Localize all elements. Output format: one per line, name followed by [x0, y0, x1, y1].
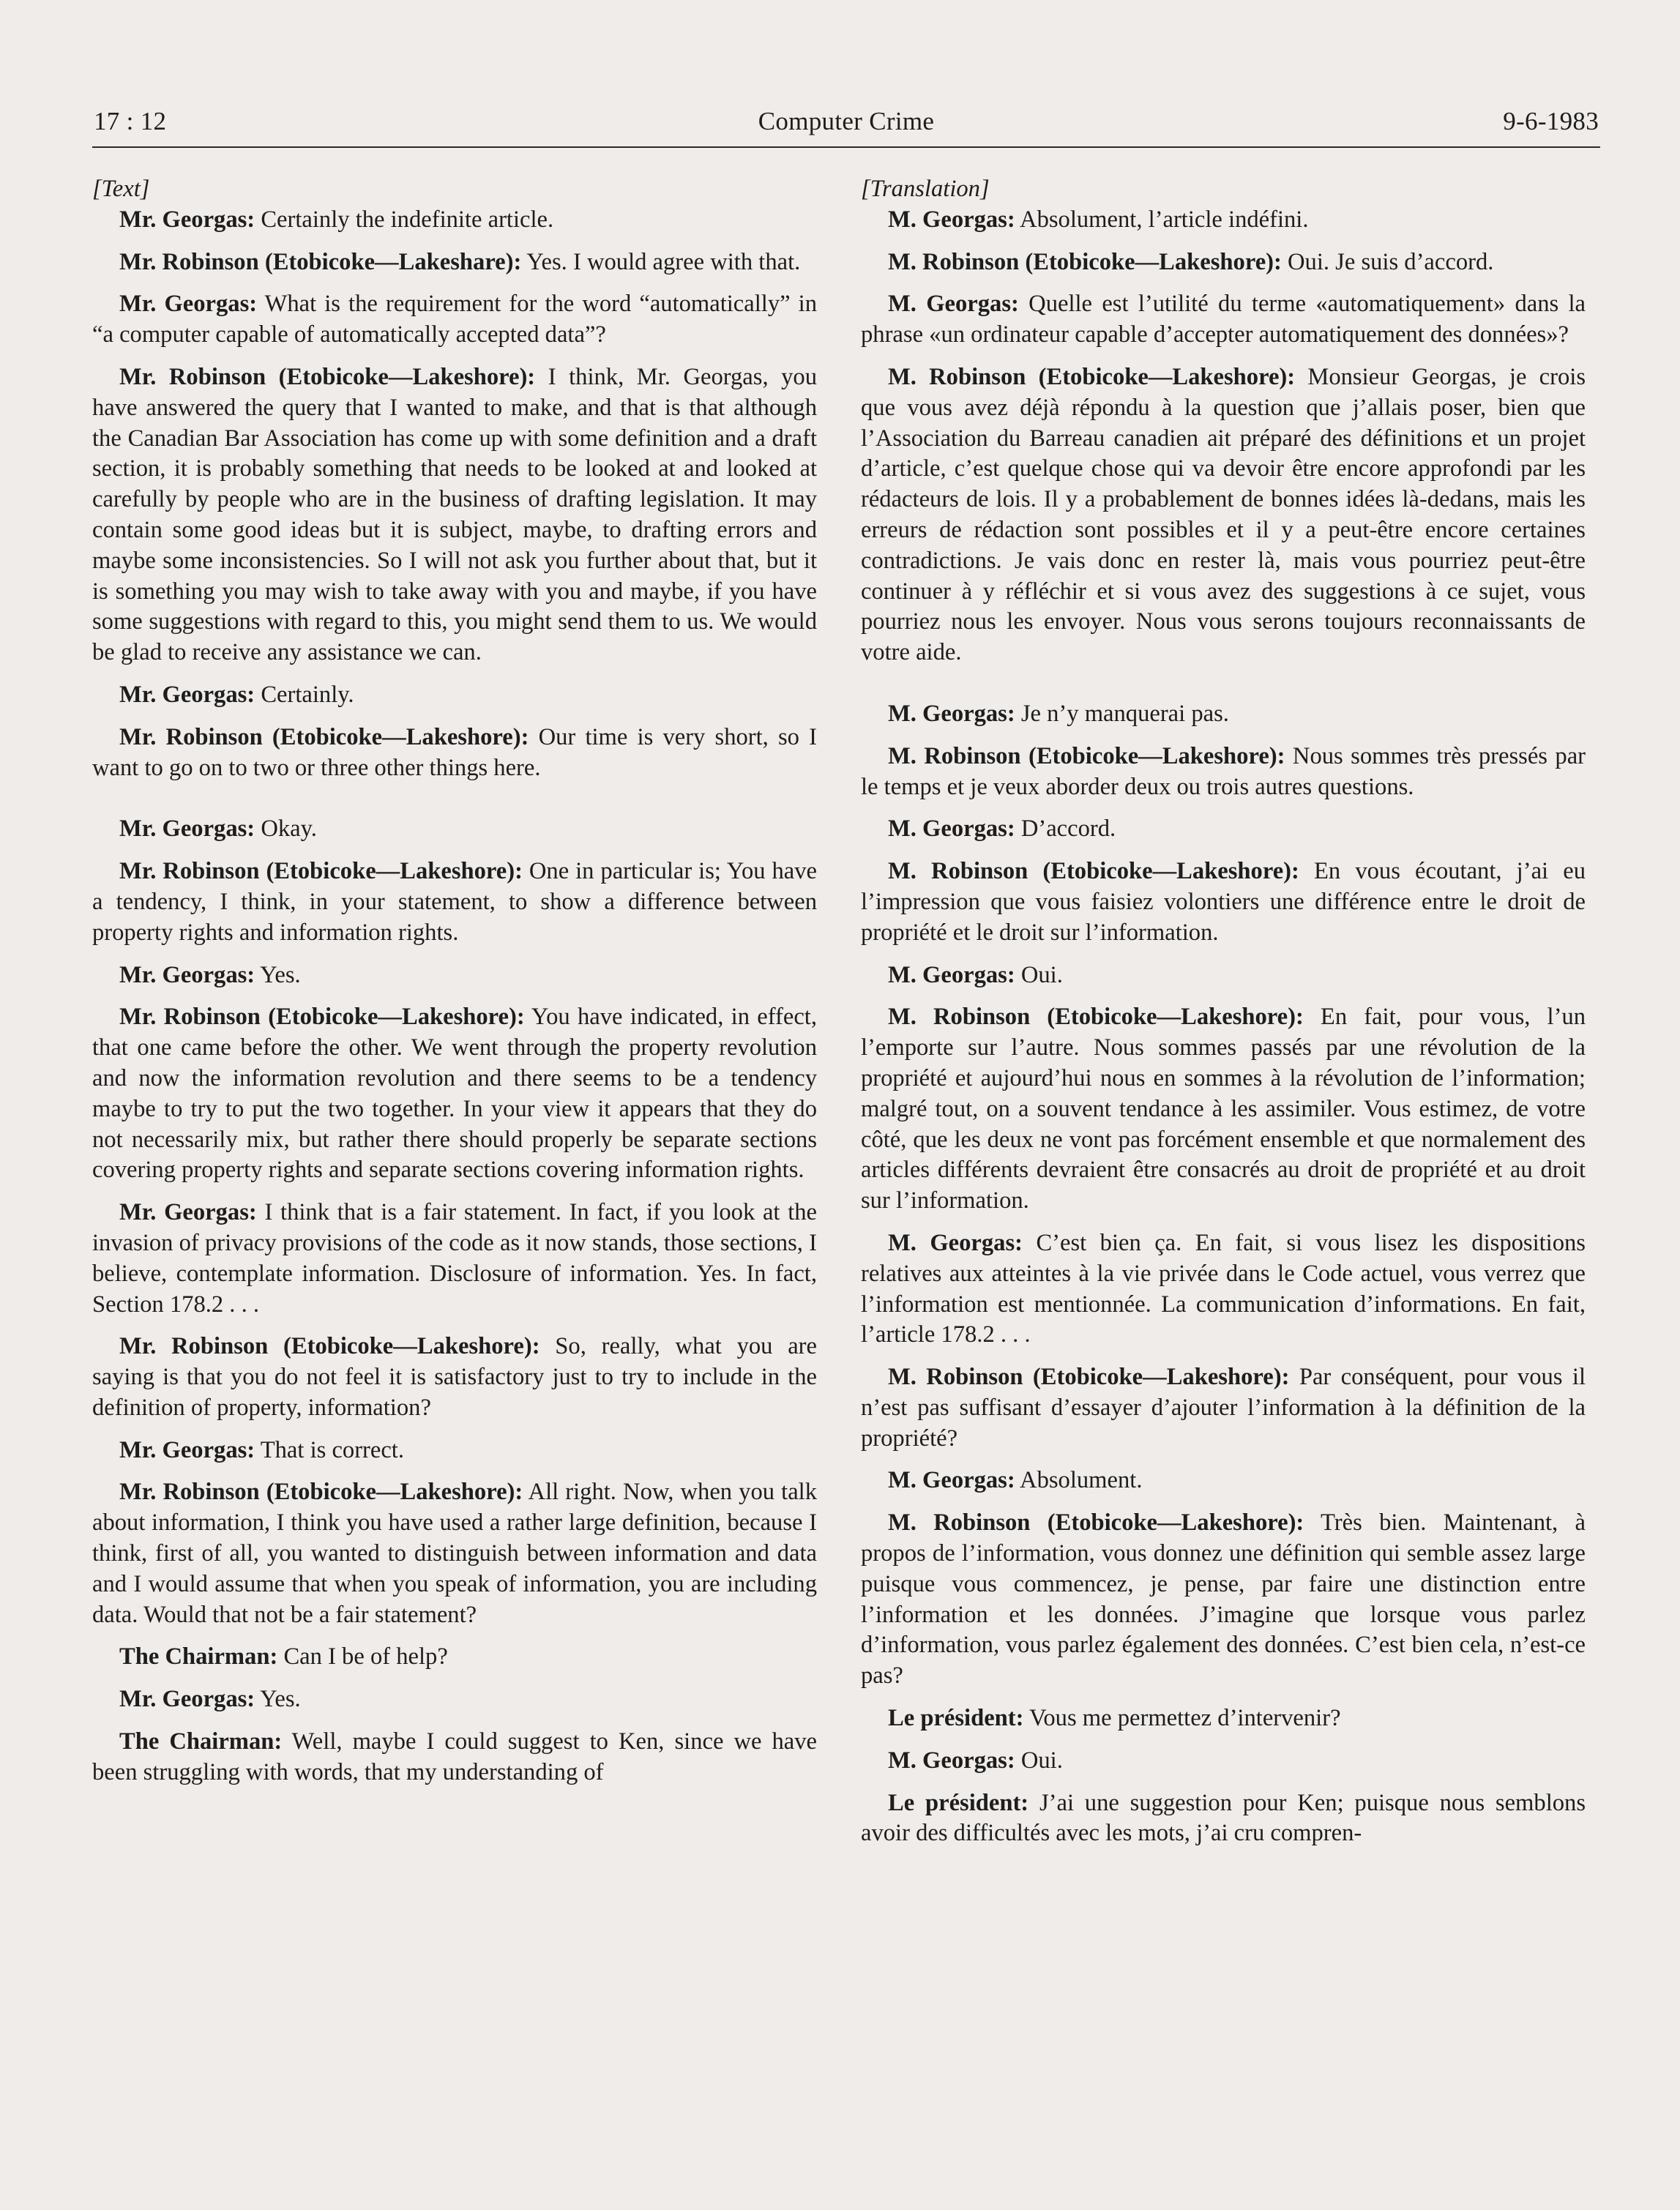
transcript-paragraph	[92, 362, 817, 668]
speaker-name: M. Robinson (Etobicoke—Lakeshore):	[888, 248, 1282, 275]
speaker-name: The Chairman:	[119, 1643, 278, 1670]
speaker-name: M. Robinson (Etobicoke—Lakeshore):	[888, 1364, 1290, 1391]
right-column-french	[861, 174, 1586, 1861]
transcript-paragraph	[861, 1788, 1586, 1850]
speaker-name: Mr. Georgas:	[119, 681, 255, 708]
speech-text: You have indicated, in effect, that one came before the other. We went through the property revolution and now the information revolution and there seems to be a tendency maybe to try to put the two together. In your view it appears that they do not necessarily mix, but rather there should properly be separate sections covering property rights and separate sections covering information rights.	[92, 1004, 817, 1184]
transcript-paragraph	[92, 960, 817, 991]
speech-text: Par conséquent, pour vous il n’est pas suffisant d’essayer d’ajouter l’information à la définition de la propriété?	[861, 1364, 1586, 1452]
speaker-name: Mr. Robinson (Etobicoke—Lakeshore):	[119, 363, 536, 390]
speaker-name: The Chairman:	[119, 1728, 283, 1755]
speaker-name: M. Robinson (Etobicoke—Lakeshore):	[888, 363, 1296, 390]
speaker-name: Mr. Robinson (Etobicoke—Lakeshore):	[119, 723, 529, 750]
speech-text: All right. Now, when you talk about information, I think you have used a rather large definition, because I think, first of all, you wanted to distinguish between information and data and I would assume that when you speak of information, you are including data. Would that not be a fair statement?	[92, 1479, 817, 1628]
header-date: 9-6-1983	[1503, 107, 1599, 135]
speaker-name: Mr. Georgas:	[119, 1436, 255, 1463]
transcript-paragraph	[92, 1684, 817, 1715]
speech-text: Monsieur Georgas, je crois que vous avez déjà répondu à la question que j’allais poser, bien que l’Association du Barreau canadien ait préparé des définitions et un projet d’article, c’est quelque chose qui va devoir être encore approfondi par les rédacteurs de lois. Il y a probablement de bonnes idées là-dedans, mais les erreurs de rédaction sont possibles et il y a peut-être encore certaines contradictions. Je vais donc en rester là, mais vous pourriez peut-être continuer à y réfléchir et si vous avez des suggestions à ce sujet, vous pourriez nous les envoyer. Nous vous serons toujours reconnaissants de votre aide.	[861, 363, 1586, 666]
transcript-paragraph	[861, 247, 1586, 278]
speech-text: That is correct.	[255, 1436, 405, 1463]
speaker-name: M. Robinson (Etobicoke—Lakeshore):	[888, 1004, 1304, 1031]
speech-text: Oui. Je suis d’accord.	[1281, 248, 1494, 275]
speech-text: En fait, pour vous, l’un l’emporte sur l’autre. Nous sommes passés par une révolution de la propriété et aujourd’hui nous en sommes à la révolution de l’information; malgré tout, on a souvent tendance à les assimiler. Vous estimez, de votre côté, que les deux ne vont pas forcément ensemble et que normalement des articles différents devraient être consacrés au droit de propriété et au droit sur l’information.	[861, 1004, 1586, 1214]
running-header	[92, 102, 1600, 148]
transcript-paragraph	[92, 856, 817, 948]
transcript-paragraph	[92, 205, 817, 236]
speaker-name: Mr. Georgas:	[119, 291, 258, 318]
speaker-name: Mr. Georgas:	[119, 1199, 257, 1226]
transcript-paragraph	[861, 1746, 1586, 1777]
speaker-name: M. Robinson (Etobicoke—Lakeshore):	[888, 742, 1285, 769]
speaker-name: Mr. Robinson (Etobicoke—Lakeshore):	[119, 1333, 540, 1360]
speech-text: Oui.	[1015, 961, 1063, 988]
transcript-paragraph	[861, 699, 1586, 730]
speech-text: Okay.	[255, 815, 317, 843]
speech-text: Our time is very short, so I want to go on to two or three other things here.	[92, 723, 818, 781]
transcript-paragraph	[92, 814, 817, 845]
page-number: 17 : 12	[94, 107, 167, 135]
speaker-name: Mr. Robinson (Etobicoke—Lakeshare):	[119, 248, 522, 275]
speech-text: En vous écoutant, j’ai eu l’impression que vous faisiez volontiers une différence entre le droit de propriété et le droit sur l’information.	[861, 858, 1586, 946]
transcript-paragraph	[92, 1436, 817, 1466]
speaker-name: Mr. Georgas:	[119, 961, 255, 988]
column-label: [Translation]	[861, 176, 990, 202]
speech-text: D’accord.	[1015, 815, 1116, 843]
column-label: [Text]	[92, 176, 150, 202]
speaker-name: Le président:	[888, 1789, 1029, 1816]
transcript-paragraph	[861, 205, 1586, 236]
speech-text: Très bien. Maintenant, à propos de l’information, vous donnez une définition qui semble assez large puisque vous commencez, je pense, par faire une distinction entre l’information et les données. J’imagine que lorsque vous parlez d’information, vous parlez également des données. C’est bien cela, n’est-ce pas?	[861, 1509, 1586, 1690]
speaker-name: Mr. Georgas:	[119, 1686, 255, 1713]
speech-text: Absolument, l’article indéfini.	[1015, 206, 1309, 233]
transcript-paragraph	[861, 1228, 1586, 1351]
speech-text: So, really, what you are saying is that you do not feel it is satisfactory just to try to include in the definition of property, information?	[92, 1333, 817, 1421]
speaker-name: Mr. Robinson (Etobicoke—Lakeshore):	[119, 858, 523, 885]
transcript-paragraph	[861, 960, 1586, 991]
transcript-paragraph	[92, 723, 817, 784]
transcript-paragraph	[92, 1477, 817, 1630]
speech-text: Oui.	[1015, 1747, 1063, 1774]
transcript-paragraph	[861, 856, 1586, 948]
speaker-name: Mr. Georgas:	[119, 815, 255, 843]
transcript-paragraph	[861, 1508, 1586, 1692]
transcript-paragraph	[92, 1198, 817, 1320]
speech-text: C’est bien ça. En fait, si vous lisez les dispositions relatives aux atteintes à la vie privée dans le Code actuel, vous verrez que l’information est mentionnée. La communication d’informations. En fait, l’article 178.2 . . .	[861, 1229, 1586, 1348]
speaker-name: M. Georgas:	[888, 1229, 1023, 1256]
transcript-paragraph	[861, 362, 1586, 668]
speaker-name: M. Georgas:	[888, 291, 1019, 318]
speech-text: I think, Mr. Georgas, you have answered the query that I wanted to make, and that is that although the Canadian Bar Association has come up with some definition and a draft section, it is probably something that needs to be looked at and looked at carefully by people who are in the business of drafting legislation. It may contain some good ideas but it is subject, maybe, to drafting errors and maybe some inconsistencies. So I will not ask you further about that, but it is something you may wish to take away with you and maybe, if you have some suggestions with regard to this, you might send them to us. We would be glad to receive any assistance we can.	[92, 363, 817, 666]
speaker-name: M. Georgas:	[888, 1747, 1015, 1774]
speaker-name: M. Robinson (Etobicoke—Lakeshore):	[888, 858, 1299, 885]
left-column-english	[92, 174, 817, 1800]
speech-text: Nous sommes très pressés par le temps et je veux aborder deux ou trois autres questions.	[861, 742, 1586, 800]
speech-text: Yes. I would agree with that.	[521, 248, 801, 275]
speaker-name: Mr. Robinson (Etobicoke—Lakeshore):	[119, 1479, 523, 1506]
speech-text: I think that is a fair statement. In fact, if you look at the invasion of privacy provisions of the code as it now stands, those sections, I believe, contemplate information. Disclosure of information. Yes. In fact, Section 178.2 . . .	[92, 1199, 817, 1318]
speaker-name: M. Georgas:	[888, 961, 1015, 988]
transcript-paragraph	[861, 1703, 1586, 1734]
speaker-name: M. Robinson (Etobicoke—Lakeshore):	[888, 1509, 1304, 1537]
header-title: Computer Crime	[758, 107, 935, 135]
transcript-paragraph	[861, 742, 1586, 803]
speaker-name: M. Georgas:	[888, 815, 1015, 843]
speaker-name: Mr. Robinson (Etobicoke—Lakeshore):	[119, 1004, 525, 1031]
speech-text: J’ai une suggestion pour Ken; puisque nous semblons avoir des difficultés avec les mots, j’ai cru compren-	[861, 1789, 1586, 1847]
transcript-paragraph	[92, 680, 817, 711]
transcript-paragraph	[861, 1002, 1586, 1217]
transcript-paragraph	[92, 1727, 817, 1788]
speech-text: Absolument.	[1015, 1467, 1143, 1494]
speech-text: Je n’y manquerai pas.	[1015, 700, 1229, 727]
speech-text: One in particular is; You have a tendency, I think, in your statement, to show a difference between property rights and information rights.	[92, 858, 817, 946]
transcript-paragraph	[861, 1466, 1586, 1496]
transcript-paragraph	[861, 289, 1586, 351]
speech-text: Can I be of help?	[277, 1643, 448, 1670]
speech-text: Certainly.	[255, 681, 354, 708]
transcript-paragraph	[92, 247, 817, 278]
speech-text: Well, maybe I could suggest to Ken, since we have been struggling with words, that my understanding of	[92, 1728, 817, 1785]
speaker-name: M. Georgas:	[888, 700, 1015, 727]
transcript-paragraph	[861, 814, 1586, 845]
speaker-name: Mr. Georgas:	[119, 206, 255, 233]
speech-text: Vous me permettez d’intervenir?	[1023, 1705, 1341, 1732]
transcript-paragraph	[92, 289, 817, 351]
speech-text: What is the requirement for the word “automatically” in “a computer capable of automatically accepted data”?	[92, 291, 817, 348]
speaker-name: Le président:	[888, 1705, 1024, 1732]
speech-text: Yes.	[255, 1686, 301, 1713]
transcript-paragraph	[92, 1642, 817, 1673]
speaker-name: M. Georgas:	[888, 1467, 1015, 1494]
speaker-name: M. Georgas:	[888, 206, 1015, 233]
speech-text: Quelle est l’utilité du terme «automatiquement» dans la phrase «un ordinateur capable d’accepter automatiquement des données»?	[861, 291, 1586, 348]
speech-text: Yes.	[255, 961, 301, 988]
speech-text: Certainly the indefinite article.	[255, 206, 554, 233]
transcript-paragraph	[861, 1362, 1586, 1454]
transcript-paragraph	[92, 1002, 817, 1186]
transcript-paragraph	[92, 1332, 817, 1423]
